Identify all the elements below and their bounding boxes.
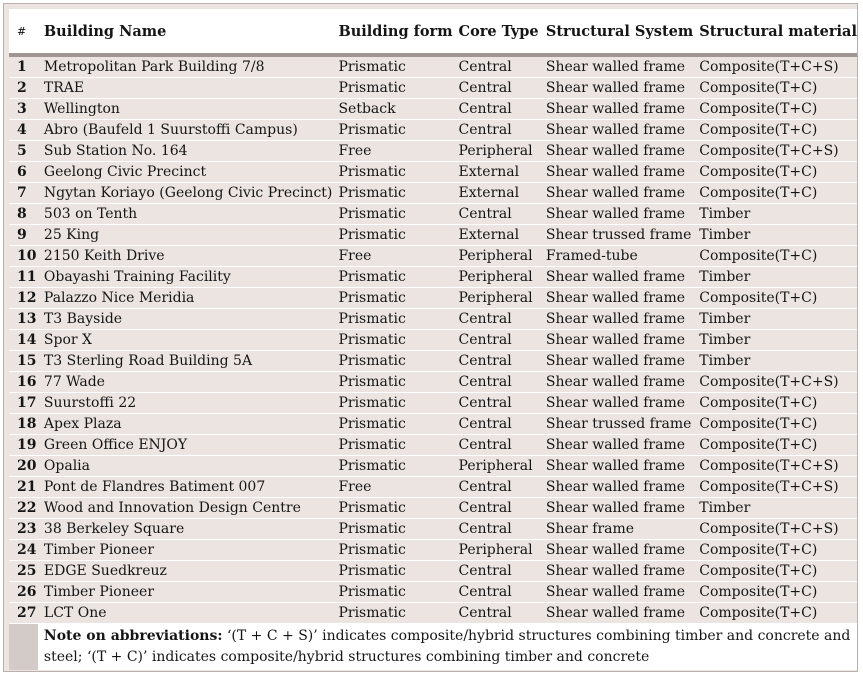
structural-material-cell: Composite(T+C) bbox=[693, 603, 857, 624]
structural-system-cell: Shear walled frame bbox=[540, 267, 693, 288]
table-row bbox=[9, 498, 857, 519]
building-form-cell: Prismatic bbox=[332, 561, 452, 582]
structural-material-cell: Timber bbox=[693, 498, 857, 519]
structural-system-cell: Shear walled frame bbox=[540, 561, 693, 582]
core-type-cell: Central bbox=[453, 561, 540, 582]
structural-system-cell: Shear walled frame bbox=[540, 99, 693, 120]
building-name-cell: Metropolitan Park Building 7/8 bbox=[38, 55, 333, 78]
row-number: 17 bbox=[9, 393, 38, 414]
building-form-cell: Prismatic bbox=[332, 435, 452, 456]
header-structural-system: Structural System bbox=[540, 9, 693, 55]
table-row bbox=[9, 183, 857, 204]
row-number: 21 bbox=[9, 477, 38, 498]
row-number: 6 bbox=[9, 162, 38, 183]
core-type-cell: Central bbox=[453, 372, 540, 393]
row-number: 24 bbox=[9, 540, 38, 561]
table-row bbox=[9, 162, 857, 183]
row-number: 7 bbox=[9, 183, 38, 204]
structural-system-cell: Shear frame bbox=[540, 519, 693, 540]
abbreviation-note bbox=[38, 624, 857, 671]
building-name-cell: T3 Bayside bbox=[38, 309, 333, 330]
row-number: 22 bbox=[9, 498, 38, 519]
table-row bbox=[9, 603, 857, 624]
row-number: 10 bbox=[9, 246, 38, 267]
structural-system-cell: Shear walled frame bbox=[540, 456, 693, 477]
building-form-cell: Prismatic bbox=[332, 309, 452, 330]
structural-material-cell: Composite(T+C) bbox=[693, 435, 857, 456]
building-name-cell: Pont de Flandres Batiment 007 bbox=[38, 477, 333, 498]
table-row bbox=[9, 267, 857, 288]
structural-material-cell: Composite(T+C) bbox=[693, 78, 857, 99]
building-form-cell: Prismatic bbox=[332, 498, 452, 519]
building-name-cell: Opalia bbox=[38, 456, 333, 477]
structural-material-cell: Composite(T+C) bbox=[693, 393, 857, 414]
building-form-cell: Prismatic bbox=[332, 456, 452, 477]
table-row bbox=[9, 330, 857, 351]
building-name-cell: Abro (Baufeld 1 Suurstoffi Campus) bbox=[38, 120, 333, 141]
header-building-form: Building form bbox=[332, 9, 452, 55]
structural-system-cell: Framed-tube bbox=[540, 246, 693, 267]
structural-material-cell: Timber bbox=[693, 330, 857, 351]
table-row bbox=[9, 393, 857, 414]
core-type-cell: Peripheral bbox=[453, 540, 540, 561]
structural-material-cell: Composite(T+C) bbox=[693, 246, 857, 267]
structural-system-cell: Shear walled frame bbox=[540, 393, 693, 414]
header-structural-material: Structural material bbox=[693, 9, 857, 55]
building-form-cell: Free bbox=[332, 246, 452, 267]
row-number: 12 bbox=[9, 288, 38, 309]
core-type-cell: Peripheral bbox=[453, 267, 540, 288]
row-number: 18 bbox=[9, 414, 38, 435]
building-name-cell: EDGE Suedkreuz bbox=[38, 561, 333, 582]
structural-system-cell: Shear walled frame bbox=[540, 288, 693, 309]
structural-system-cell: Shear walled frame bbox=[540, 477, 693, 498]
structural-system-cell: Shear trussed frame bbox=[540, 414, 693, 435]
structural-system-cell: Shear walled frame bbox=[540, 78, 693, 99]
core-type-cell: Central bbox=[453, 435, 540, 456]
structural-material-cell: Timber bbox=[693, 267, 857, 288]
buildings-table bbox=[9, 9, 857, 670]
core-type-cell: Central bbox=[453, 477, 540, 498]
table-row bbox=[9, 120, 857, 141]
table-row bbox=[9, 78, 857, 99]
structural-material-cell: Composite(T+C) bbox=[693, 183, 857, 204]
structural-system-cell: Shear trussed frame bbox=[540, 225, 693, 246]
table-row bbox=[9, 519, 857, 540]
structural-material-cell: Composite(T+C) bbox=[693, 120, 857, 141]
note-gutter bbox=[9, 624, 38, 671]
table-row bbox=[9, 582, 857, 603]
building-name-cell: Palazzo Nice Meridia bbox=[38, 288, 333, 309]
building-name-cell: 38 Berkeley Square bbox=[38, 519, 333, 540]
core-type-cell: External bbox=[453, 183, 540, 204]
building-name-cell: T3 Sterling Road Building 5A bbox=[38, 351, 333, 372]
structural-system-cell: Shear walled frame bbox=[540, 55, 693, 78]
building-name-cell: TRAE bbox=[38, 78, 333, 99]
table-row bbox=[9, 540, 857, 561]
structural-material-cell: Timber bbox=[693, 351, 857, 372]
table-row bbox=[9, 351, 857, 372]
structural-material-cell: Composite(T+C+S) bbox=[693, 55, 857, 78]
core-type-cell: Central bbox=[453, 414, 540, 435]
building-name-cell: Suurstoffi 22 bbox=[38, 393, 333, 414]
structural-system-cell: Shear walled frame bbox=[540, 372, 693, 393]
structural-material-cell: Composite(T+C) bbox=[693, 99, 857, 120]
building-form-cell: Prismatic bbox=[332, 78, 452, 99]
core-type-cell: Peripheral bbox=[453, 456, 540, 477]
row-number: 3 bbox=[9, 99, 38, 120]
table-row bbox=[9, 225, 857, 246]
core-type-cell: Central bbox=[453, 120, 540, 141]
building-form-cell: Setback bbox=[332, 99, 452, 120]
structural-system-cell: Shear walled frame bbox=[540, 603, 693, 624]
table-row bbox=[9, 456, 857, 477]
structural-system-cell: Shear walled frame bbox=[540, 309, 693, 330]
building-name-cell: Wellington bbox=[38, 99, 333, 120]
structural-system-cell: Shear walled frame bbox=[540, 204, 693, 225]
structural-material-cell: Composite(T+C) bbox=[693, 561, 857, 582]
core-type-cell: Central bbox=[453, 498, 540, 519]
table-row bbox=[9, 435, 857, 456]
row-number: 13 bbox=[9, 309, 38, 330]
core-type-cell: Central bbox=[453, 351, 540, 372]
building-form-cell: Prismatic bbox=[332, 393, 452, 414]
core-type-cell: Peripheral bbox=[453, 288, 540, 309]
core-type-cell: Peripheral bbox=[453, 141, 540, 162]
building-form-cell: Prismatic bbox=[332, 351, 452, 372]
structural-system-cell: Shear walled frame bbox=[540, 351, 693, 372]
building-name-cell: LCT One bbox=[38, 603, 333, 624]
building-form-cell: Prismatic bbox=[332, 55, 452, 78]
building-name-cell: 77 Wade bbox=[38, 372, 333, 393]
building-form-cell: Prismatic bbox=[332, 267, 452, 288]
row-number: 27 bbox=[9, 603, 38, 624]
building-name-cell: Apex Plaza bbox=[38, 414, 333, 435]
row-number: 9 bbox=[9, 225, 38, 246]
building-name-cell: Green Office ENJOY bbox=[38, 435, 333, 456]
building-form-cell: Prismatic bbox=[332, 540, 452, 561]
row-number: 5 bbox=[9, 141, 38, 162]
core-type-cell: External bbox=[453, 225, 540, 246]
table-row bbox=[9, 561, 857, 582]
building-form-cell: Prismatic bbox=[332, 603, 452, 624]
table-row bbox=[9, 372, 857, 393]
building-name-cell: Obayashi Training Facility bbox=[38, 267, 333, 288]
table-row bbox=[9, 414, 857, 435]
row-number: 11 bbox=[9, 267, 38, 288]
structural-system-cell: Shear walled frame bbox=[540, 120, 693, 141]
building-form-cell: Prismatic bbox=[332, 414, 452, 435]
structural-material-cell: Timber bbox=[693, 204, 857, 225]
structural-system-cell: Shear walled frame bbox=[540, 141, 693, 162]
note-text: ‘(T + C + S)’ indicates composite/hybrid structures combining timber and concrete and steel; ‘(T + C)’ indicates composite/hybrid structures combining timber and concrete bbox=[43, 628, 851, 665]
structural-material-cell: Composite(T+C) bbox=[693, 162, 857, 183]
row-number: 23 bbox=[9, 519, 38, 540]
core-type-cell: Central bbox=[453, 309, 540, 330]
building-name-cell: 25 King bbox=[38, 225, 333, 246]
header-number: # bbox=[9, 9, 38, 55]
building-form-cell: Prismatic bbox=[332, 330, 452, 351]
row-number: 25 bbox=[9, 561, 38, 582]
row-number: 1 bbox=[9, 55, 38, 78]
structural-material-cell: Composite(T+C+S) bbox=[693, 372, 857, 393]
building-form-cell: Free bbox=[332, 477, 452, 498]
core-type-cell: Peripheral bbox=[453, 246, 540, 267]
table-row bbox=[9, 288, 857, 309]
core-type-cell: Central bbox=[453, 582, 540, 603]
structural-material-cell: Composite(T+C+S) bbox=[693, 141, 857, 162]
structural-material-cell: Composite(T+C+S) bbox=[693, 456, 857, 477]
row-number: 15 bbox=[9, 351, 38, 372]
structural-material-cell: Composite(T+C+S) bbox=[693, 519, 857, 540]
building-form-cell: Prismatic bbox=[332, 288, 452, 309]
row-number: 14 bbox=[9, 330, 38, 351]
core-type-cell: Central bbox=[453, 78, 540, 99]
table-row bbox=[9, 309, 857, 330]
building-name-cell: Wood and Innovation Design Centre bbox=[38, 498, 333, 519]
table-row bbox=[9, 204, 857, 225]
structural-system-cell: Shear walled frame bbox=[540, 540, 693, 561]
building-name-cell: Ngytan Koriayo (Geelong Civic Precinct) bbox=[38, 183, 333, 204]
row-number: 20 bbox=[9, 456, 38, 477]
building-name-cell: Timber Pioneer bbox=[38, 582, 333, 603]
structural-material-cell: Composite(T+C) bbox=[693, 288, 857, 309]
building-form-cell: Prismatic bbox=[332, 162, 452, 183]
table-row bbox=[9, 55, 857, 78]
building-name-cell: Geelong Civic Precinct bbox=[38, 162, 333, 183]
core-type-cell: External bbox=[453, 162, 540, 183]
table-row bbox=[9, 477, 857, 498]
building-form-cell: Prismatic bbox=[332, 120, 452, 141]
building-form-cell: Prismatic bbox=[332, 225, 452, 246]
header-building-name: Building Name bbox=[38, 9, 333, 55]
note-label: Note on abbreviations: bbox=[43, 628, 223, 644]
building-form-cell: Prismatic bbox=[332, 372, 452, 393]
table-frame bbox=[3, 3, 858, 672]
table-row bbox=[9, 141, 857, 162]
row-number: 16 bbox=[9, 372, 38, 393]
row-number: 26 bbox=[9, 582, 38, 603]
structural-material-cell: Composite(T+C) bbox=[693, 540, 857, 561]
building-form-cell: Prismatic bbox=[332, 519, 452, 540]
building-form-cell: Prismatic bbox=[332, 582, 452, 603]
structural-system-cell: Shear walled frame bbox=[540, 183, 693, 204]
core-type-cell: Central bbox=[453, 99, 540, 120]
row-number: 2 bbox=[9, 78, 38, 99]
core-type-cell: Central bbox=[453, 393, 540, 414]
core-type-cell: Central bbox=[453, 519, 540, 540]
structural-system-cell: Shear walled frame bbox=[540, 582, 693, 603]
row-number: 19 bbox=[9, 435, 38, 456]
header-row bbox=[9, 9, 857, 55]
structural-system-cell: Shear walled frame bbox=[540, 162, 693, 183]
structural-system-cell: Shear walled frame bbox=[540, 435, 693, 456]
header-core-type: Core Type bbox=[453, 9, 540, 55]
table-row bbox=[9, 99, 857, 120]
core-type-cell: Central bbox=[453, 330, 540, 351]
structural-material-cell: Composite(T+C) bbox=[693, 582, 857, 603]
core-type-cell: Central bbox=[453, 55, 540, 78]
structural-material-cell: Timber bbox=[693, 309, 857, 330]
building-name-cell: Spor X bbox=[38, 330, 333, 351]
building-name-cell: Sub Station No. 164 bbox=[38, 141, 333, 162]
structural-system-cell: Shear walled frame bbox=[540, 330, 693, 351]
building-form-cell: Prismatic bbox=[332, 204, 452, 225]
structural-system-cell: Shear walled frame bbox=[540, 498, 693, 519]
structural-material-cell: Composite(T+C+S) bbox=[693, 477, 857, 498]
table-body bbox=[9, 55, 857, 624]
building-name-cell: 2150 Keith Drive bbox=[38, 246, 333, 267]
structural-material-cell: Composite(T+C) bbox=[693, 414, 857, 435]
core-type-cell: Central bbox=[453, 204, 540, 225]
table-row bbox=[9, 246, 857, 267]
note-row bbox=[9, 624, 857, 671]
building-name-cell: 503 on Tenth bbox=[38, 204, 333, 225]
building-form-cell: Free bbox=[332, 141, 452, 162]
row-number: 8 bbox=[9, 204, 38, 225]
building-form-cell: Prismatic bbox=[332, 183, 452, 204]
building-name-cell: Timber Pioneer bbox=[38, 540, 333, 561]
core-type-cell: Central bbox=[453, 603, 540, 624]
row-number: 4 bbox=[9, 120, 38, 141]
structural-material-cell: Timber bbox=[693, 225, 857, 246]
